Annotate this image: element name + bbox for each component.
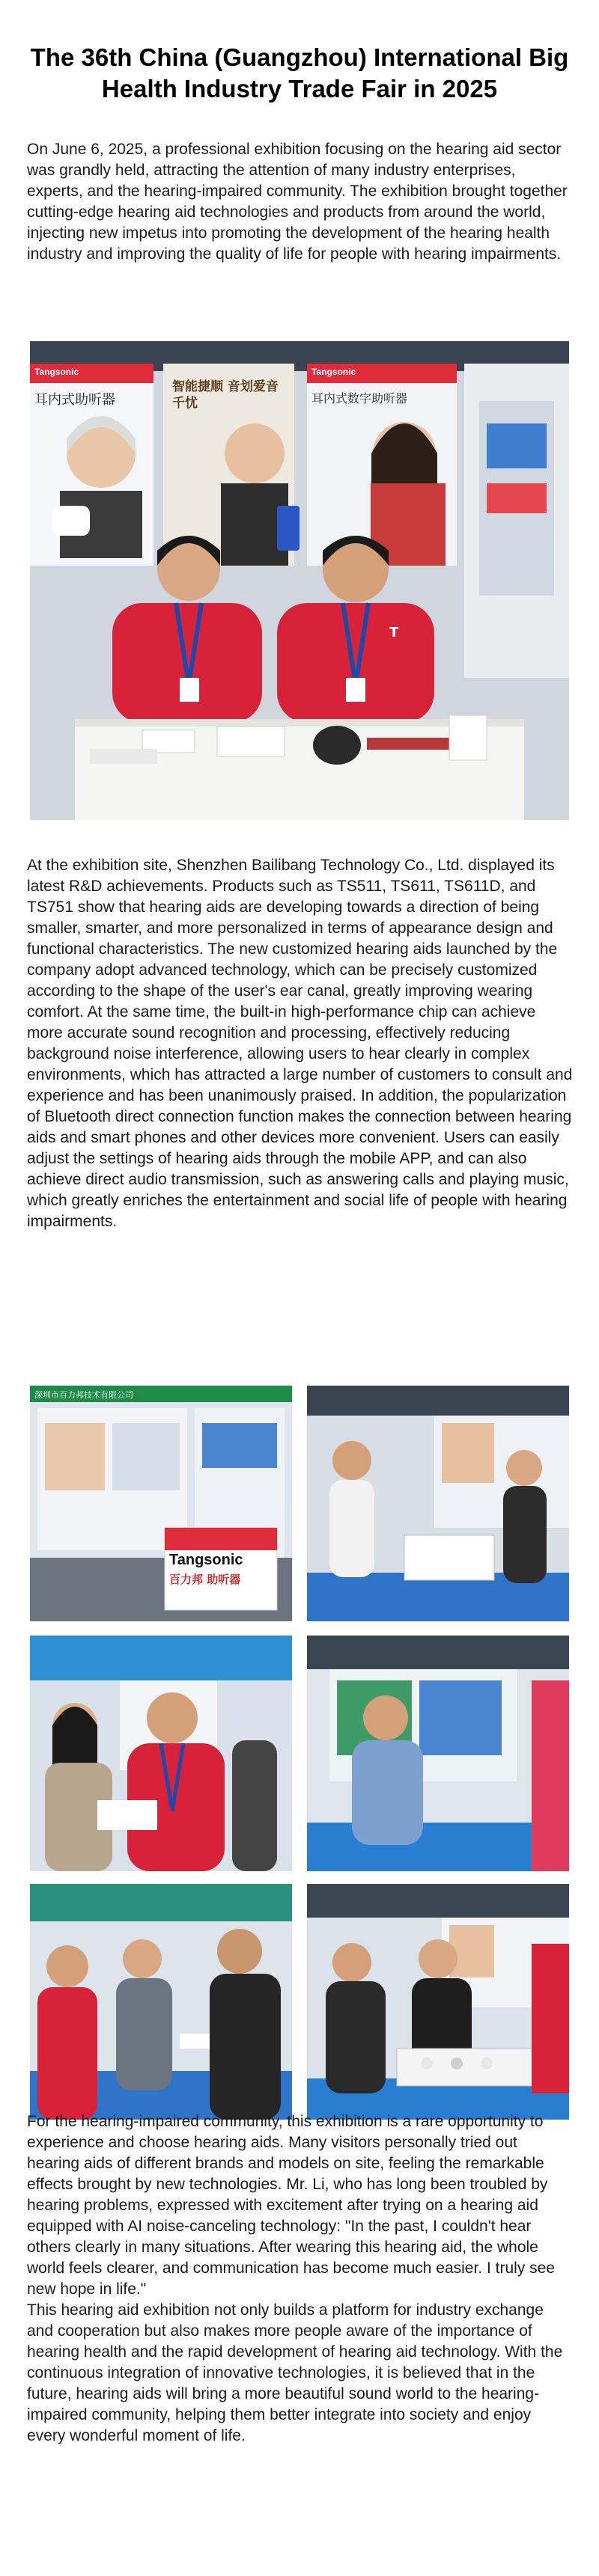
visitor-paragraph: For the hearing-impaired community, this exhibition is a rare opportunity to experience and choose hearing aids. Many visitors personally tried out hearing aids of different brands and models on site, feeling the remarkable effects brought by new technologies. Mr. Li, who has long been troubled by hearing problems, expressed with excitement after trying on a hearing aid equipped with AI noise-canceling technology: "In the past, I couldn't hear others clearly in many situations. After wearing this hearing aid, the whole world feels clearer, and communication has become much easier. I truly see new hope in life." <box>27 2113 556 2298</box>
gallery-photo-staff-consultation <box>30 1884 292 2120</box>
banner-left-brand: Tangsonic <box>34 367 79 377</box>
banner-right-brand: Tangsonic <box>311 367 356 377</box>
gallery-photo-staff-demo <box>30 1636 292 1871</box>
shirt-logo: T <box>389 625 399 640</box>
gallery-booth-header: 深圳市百力邦技术有限公司 <box>34 1390 133 1400</box>
hero-booth-photo <box>30 341 569 820</box>
article-title: The 36th China (Guangzhou) International Big Health Industry Trade Fair in 2025 <box>30 43 569 103</box>
intro-paragraph: On June 6, 2025, a professional exhibition focusing on the hearing aid sector was grandly held, attracting the attention of many industry enterprises, experts, and the hearing-impaired community. The exhibition brought together cutting-edge hearing aid technologies and products from around the world, injecting new impetus into promoting the development of the hearing health industry and improving the quality of life for people with hearing impairments. <box>27 141 568 263</box>
banner-right-text: 耳内式数字助听器 <box>311 391 408 406</box>
gallery-photo-product-table <box>307 1884 569 2120</box>
gallery-photo-visitor-phone <box>307 1386 569 1621</box>
gallery-photo-booth-front <box>30 1386 292 1621</box>
exhibitor-paragraph: At the exhibition site, Shenzhen Bailibang Technology Co., Ltd. displayed its latest R&D achievements. Products such as TS511, TS611, TS611D, and TS751 show that hearing aids are developing towards a direction of being smaller, smarter, and more personalized in terms of appearance design and functional characteristics. The new customized hearing aids launched by the company adopt advanced technology, which can be precisely customized according to the shape of the user's ear canal, greatly improving wearing comfort. At the same time, the built-in high-performance chip can achieve more accurate sound recognition and processing, effectively reducing background noise interference, allowing users to hear clearly in complex environments, which has attracted a large number of customers to consult and experience and has been unanimously praised. In addition, the popularization of Bluetooth direct connection function makes the connection between hearing aids and smart phones and other devices more convenient. Users can easily adjust the settings of hearing aids through the mobile APP, and can also achieve direct audio transmission, such as answering calls and playing music, which greatly enriches the entertainment and social life of people with hearing impairments. <box>27 857 573 1230</box>
closing-paragraph: This hearing aid exhibition not only builds a platform for industry exchange and cooperation but also makes more people aware of the importance of hearing health and the rapid development of hearing aid technology. With the continuous integration of innovative technologies, it is believed that in the future, hearing aids will bring a more beautiful sound world to the hearing-impaired community, helping them better integrate into society and enjoy every wonderful moment of life. <box>27 2301 563 2444</box>
gallery-sign-sub: 百力邦 助听器 <box>169 1573 241 1586</box>
banner-left-text: 耳内式助听器 <box>34 392 115 408</box>
gallery-photo-visitor-listening <box>307 1636 569 1871</box>
gallery-sign-brand: Tangsonic <box>169 1552 243 1568</box>
banner-middle-text: 智能捷顺 音划爱音千忧 <box>172 379 279 411</box>
